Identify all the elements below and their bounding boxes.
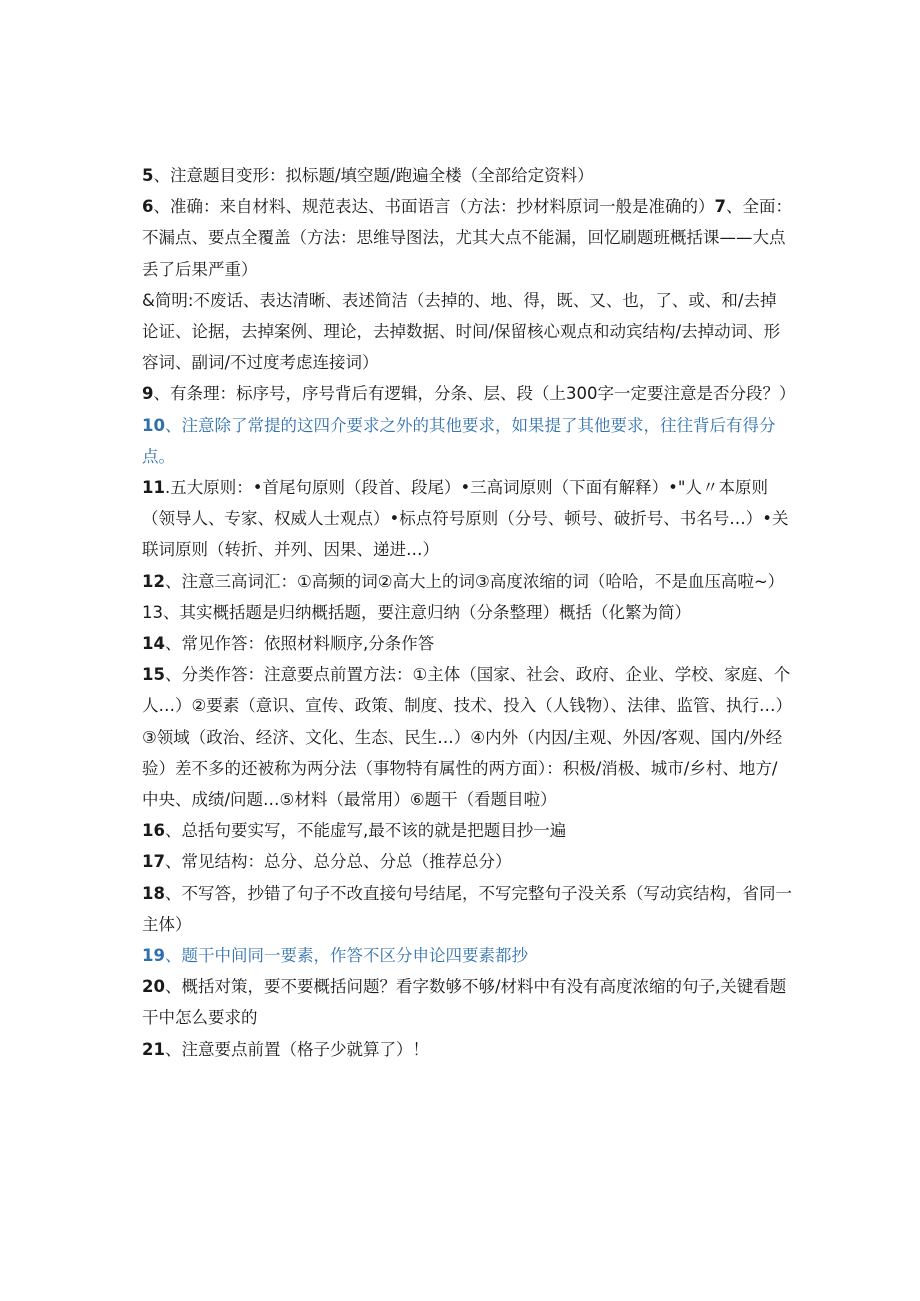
list-item-17: [142, 846, 792, 877]
item-number: 6: [142, 197, 154, 217]
item-text: .五大原则：•首尾句原则（段首、段尾）•三高词原则（下面有解释）•"人〃本原则（领导人、专家、权威人士观点）•标点符号原则（分号、顿号、破折号、书名号…）•关联词原则（转折、并列、因果、递进…）: [142, 478, 789, 560]
list-item-5: [142, 160, 792, 191]
list-item-11: [142, 472, 792, 566]
item-number: 16: [142, 821, 165, 841]
item-text: 、注意除了常提的这四介要求之外的其他要求，如果提了其他要求，往往背后有得分点。: [142, 415, 776, 466]
item-text: 、有条理：标序号，序号背后有逻辑，分条、层、段（上300字一定要注意是否分段？）: [153, 384, 796, 404]
item-number: 11: [142, 478, 165, 498]
item-text: 13、其实概括题是归纳概括题，要注意归纳（分条整理）概括（化繁为简）: [142, 602, 691, 622]
item-text: 、全面：不漏点、要点全覆盖（方法：思维导图法，尤其大点不能漏，回忆刷题班概括课——大点丢了后果严重）: [142, 197, 792, 279]
list-item-8: [142, 285, 792, 379]
item-text: 、分类作答：注意要点前置方法：①主体（国家、社会、政府、企业、学校、家庭、个人…）②要素（意识、宣传、政策、制度、技术、投入（人钱物）、法律、监管、执行…）③领域（政治、经济、文化、生态、民生…）④内外（内因/主观、外因/客观、国内/外经验）差不多的还被称为两分法（事物特有属性的两方面）：积极/消极、城市/乡村、地方/中央、成绩/问题…⑤材料（最常用）⑥题干（看题目啦）: [142, 665, 791, 810]
item-text: 、题干中间同一要素，作答不区分申论四要素都抄: [164, 946, 528, 966]
list-item-13: [142, 597, 792, 628]
item-text: &简明:不废话、表达清晰、表述简洁（去掉的、地、得，既、又、也，了、或、和/去掉论证、论据，去掉案例、理论，去掉数据、时间/保留核心观点和动宾结构/去掉动词、形容词、副词/不过度考虑连接词）: [142, 290, 781, 373]
list-item-21: [142, 1034, 792, 1065]
list-item-9: [142, 378, 796, 409]
item-number: 18: [142, 883, 165, 903]
item-text: 、注意三高词汇：①高频的词②高大上的词③高度浓缩的词（哈哈，不是血压高啦~）: [164, 571, 785, 591]
item-number: 10: [142, 415, 165, 435]
item-number: 7: [714, 197, 726, 217]
document-page: [142, 160, 796, 1065]
list-item-14: [142, 628, 792, 659]
item-number: 5: [142, 166, 154, 185]
item-text: 、常见结构：总分、总分总、分总（推荐总分）: [164, 852, 512, 872]
list-item-18: [142, 878, 792, 940]
item-text: 、概括对策，要不要概括问题？看字数够不够/材料中有没有高度浓缩的句子,关键看题干中怎么要求的: [142, 977, 787, 1028]
item-number: 14: [142, 634, 165, 654]
list-item-16: [142, 815, 792, 846]
item-text: 、总括句要实写，不能虚写,最不该的就是把题目抄一遍: [164, 821, 567, 841]
list-item-6: [142, 191, 792, 285]
item-number: 12: [142, 571, 165, 591]
item-number: 20: [142, 977, 165, 997]
item-text: 、准确：来自材料、规范表达、书面语言（方法：抄材料原词一般是准确的）: [153, 197, 715, 217]
item-text: 、注意题目变形：拟标题/填空题/跑遍全楼（全部给定资料）: [153, 166, 594, 185]
item-number: 9: [142, 384, 154, 404]
item-number: 21: [142, 1039, 165, 1059]
list-item-15: [142, 659, 792, 815]
list-item-10: [142, 410, 792, 472]
item-text: 、注意要点前置（格子少就算了）！: [164, 1039, 429, 1059]
item-text: 、不写答，抄错了句子不改直接句号结尾，不写完整句子没关系（写动宾结构，省同一主体）: [142, 883, 792, 934]
item-number: 15: [142, 665, 165, 685]
item-number: 19: [142, 946, 165, 966]
list-item-19: [142, 940, 792, 971]
list-item-12: [142, 566, 792, 597]
item-text: 、常见作答：依照材料顺序,分条作答: [164, 634, 435, 654]
item-number: 17: [142, 852, 165, 872]
list-item-20: [142, 971, 792, 1033]
